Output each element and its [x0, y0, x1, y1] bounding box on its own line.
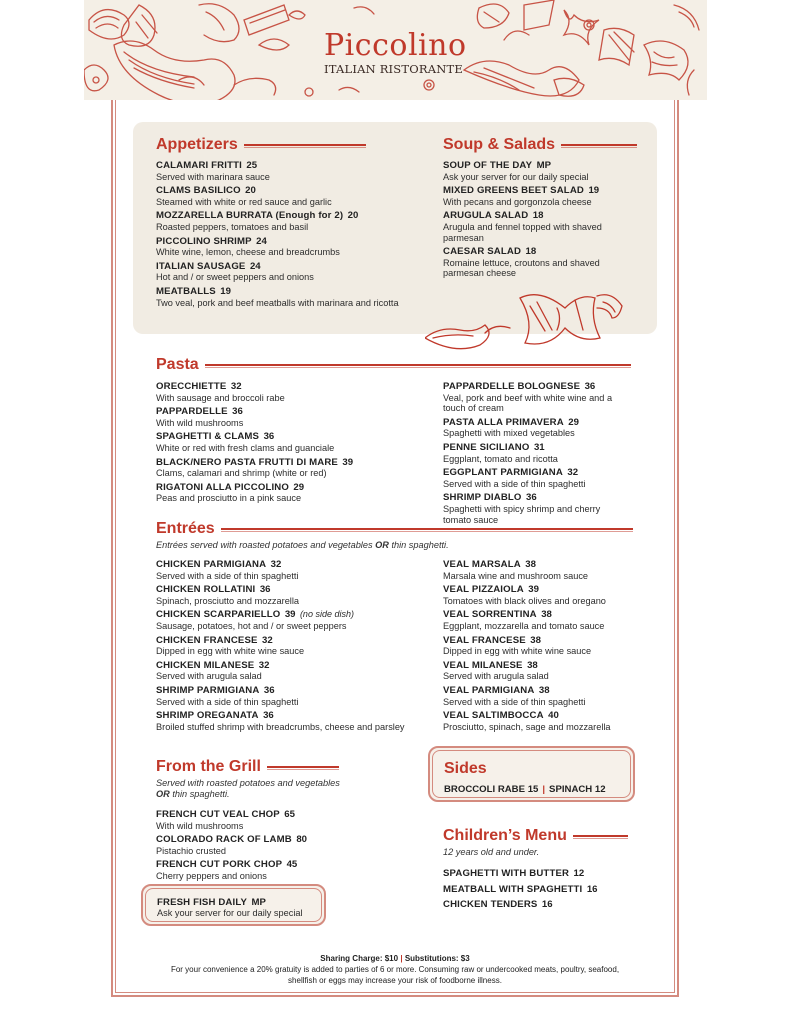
menu-item	[156, 285, 436, 308]
item-description: Served with a side of thin spaghetti	[156, 696, 299, 707]
menu-item	[156, 235, 436, 258]
charges-separator: |	[400, 954, 403, 963]
menu-item	[156, 430, 436, 453]
pasta-list-right	[443, 378, 623, 525]
menu-item	[156, 481, 436, 504]
item-price: 36	[263, 684, 275, 696]
soups-section	[443, 136, 643, 279]
menu-item	[443, 245, 643, 279]
fresh-fish-price: MP	[251, 897, 266, 908]
item-name: FRENCH CUT VEAL CHOP	[156, 809, 280, 820]
item-price: 45	[286, 859, 298, 871]
item-name: EGGPLANT PARMIGIANA	[443, 467, 563, 479]
item-name: CHICKEN ROLLATINI	[156, 584, 256, 596]
item-description: Hot and / or sweet peppers and onions	[156, 272, 314, 283]
disclaimer-line-1: For your convenience a 20% gratuity is added to parties of 6 or more. Consuming raw or undercooked meats, poultry, seafood,	[170, 965, 620, 974]
item-price: 38	[525, 559, 536, 570]
item-price: 16	[586, 883, 598, 895]
item-name: SHRIMP DIABLO	[443, 492, 522, 504]
sides-separator: |	[542, 784, 546, 795]
item-price: 32	[270, 559, 282, 570]
pasta-list-left	[156, 378, 436, 504]
item-name: CAESAR SALAD	[443, 246, 522, 258]
item-name: FRENCH CUT PORK CHOP	[156, 859, 283, 871]
grill-section	[156, 758, 416, 882]
item-name: BLACK/NERO PASTA FRUTTI DI MARE	[156, 456, 338, 468]
item-name: SHRIMP OREGANATA	[156, 710, 259, 722]
menu-item	[443, 898, 643, 911]
menu-item	[443, 209, 643, 243]
menu-item	[156, 456, 436, 479]
menu-item	[156, 608, 426, 631]
menu-item	[156, 684, 426, 707]
item-description: Clams, calamari and shrimp (white or red)	[156, 468, 327, 479]
item-name: SHRIMP PARMIGIANA	[156, 684, 260, 696]
item-price: 24	[249, 260, 261, 272]
item-name: VEAL PIZZAIOLA	[443, 584, 524, 596]
item-description: With wild mushrooms	[156, 417, 244, 428]
item-description: Peas and prosciutto in a pink sauce	[156, 493, 302, 504]
item-name: VEAL SALTIMBOCCA	[443, 710, 544, 722]
item-price: 39	[284, 609, 296, 621]
menu-item	[156, 583, 426, 606]
item-price: 12	[573, 868, 585, 879]
farfalle-illustration	[425, 278, 625, 353]
menu-item	[156, 405, 436, 428]
children-section	[443, 827, 643, 911]
item-description: Eggplant, mozzarella and tomato sauce	[443, 620, 605, 631]
item-description: Served with a side of thin spaghetti	[443, 478, 586, 489]
item-description: Pistachio crusted	[156, 845, 226, 856]
item-price: 29	[568, 416, 579, 428]
item-price: 31	[533, 441, 545, 453]
brand-name: Piccolino	[324, 28, 467, 63]
item-price: 18	[525, 246, 537, 258]
item-description: Veal, pork and beef with white wine and a touch of cream	[443, 392, 613, 414]
item-description: Prosciutto, spinach, sage and mozzarella	[443, 721, 611, 732]
menu-item	[156, 260, 436, 283]
item-price: 19	[588, 185, 600, 197]
fresh-fish-name: FRESH FISH DAILY	[157, 897, 247, 908]
item-name: CHICKEN TENDERS	[443, 899, 538, 911]
item-description: With wild mushrooms	[156, 820, 244, 831]
item-price: 32	[567, 467, 579, 479]
item-name: PASTA ALLA PRIMAVERA	[443, 416, 564, 428]
menu-item	[443, 659, 643, 682]
item-name: MIXED GREENS BEET SALAD	[443, 185, 584, 197]
item-description: With sausage and broccoli rabe	[156, 392, 285, 403]
item-description: Dipped in egg with white wine sauce	[156, 646, 305, 657]
item-description: Served with arugula salad	[443, 671, 549, 682]
item-name: SPAGHETTI WITH BUTTER	[443, 868, 570, 879]
item-name: CALAMARI FRITTI	[156, 160, 242, 171]
pasta-heading: Pasta	[156, 356, 636, 374]
menu-item	[156, 558, 426, 581]
menu-item	[443, 608, 643, 631]
menu-item	[443, 709, 643, 732]
item-name: SOUP OF THE DAY	[443, 160, 533, 171]
item-price: 65	[284, 809, 295, 820]
item-description: Steamed with white or red sauce and garlic	[156, 196, 332, 207]
menu-item	[443, 867, 643, 880]
item-description: Broiled stuffed shrimp with breadcrumbs, cheese and parsley	[156, 721, 405, 732]
item-description: Served with marinara sauce	[156, 171, 270, 182]
item-name: VEAL SORRENTINA	[443, 609, 537, 621]
item-price: 38	[541, 609, 552, 621]
item-name: PAPPARDELLE BOLOGNESE	[443, 381, 581, 392]
item-description: Sausage, potatoes, hot and / or sweet peppers	[156, 620, 347, 631]
menu-item	[156, 209, 436, 232]
sides-items	[444, 784, 606, 795]
brand-subtitle: ITALIAN RISTORANTE	[324, 62, 463, 76]
disclaimer-line-2: shellfish or eggs may increase your risk of foodborne illness.	[288, 976, 502, 985]
item-name: ORECCHIETTE	[156, 381, 227, 392]
item-price: 20	[245, 185, 256, 197]
item-note: (no side dish)	[299, 609, 354, 620]
item-description: Spinach, prosciutto and mozzarella	[156, 595, 299, 606]
item-description: Spaghetti with mixed vegetables	[443, 428, 575, 439]
menu-item	[443, 441, 623, 464]
item-name: CHICKEN PARMIGIANA	[156, 559, 267, 570]
side-spinach: SPINACH 12	[549, 784, 606, 795]
item-name: ITALIAN SAUSAGE	[156, 260, 246, 272]
children-heading: Children’s Menu	[443, 827, 643, 845]
item-description: Eggplant, tomato and ricotta	[443, 453, 558, 464]
item-name: MOZZARELLA BURRATA (Enough for 2)	[156, 210, 344, 222]
sharing-charge: Sharing Charge: $10	[320, 954, 399, 963]
item-description: White or red with fresh clams and guanciale	[156, 442, 335, 453]
item-price: 25	[246, 160, 258, 171]
menu-header	[84, 0, 707, 100]
item-price: 24	[256, 235, 267, 247]
item-price: 39	[528, 584, 539, 596]
grill-heading: From the Grill	[156, 758, 416, 776]
item-price: 20	[347, 210, 359, 222]
item-price: 40	[548, 710, 559, 722]
menu-item	[443, 883, 643, 896]
item-description: Dipped in egg with white wine sauce	[443, 646, 592, 657]
item-name: PENNE SICILIANO	[443, 441, 530, 453]
fresh-fish-box	[141, 884, 326, 926]
menu-item	[443, 634, 643, 657]
item-price: 32	[230, 381, 242, 392]
item-price: 16	[541, 899, 553, 911]
menu-item	[443, 466, 623, 489]
grill-list	[156, 808, 416, 882]
item-description: Tomatoes with black olives and oregano	[443, 595, 606, 606]
item-name: SPAGHETTI & CLAMS	[156, 431, 260, 443]
menu-item	[156, 159, 436, 182]
item-description: Arugula and fennel topped with shaved parmesan	[443, 221, 602, 243]
entrees-section	[156, 520, 636, 551]
menu-item	[443, 416, 623, 439]
menu-item	[156, 833, 416, 856]
menu-item	[443, 184, 643, 207]
item-name: VEAL MARSALA	[443, 559, 521, 570]
item-name: ARUGULA SALAD	[443, 210, 529, 222]
menu-item	[443, 583, 643, 606]
item-price: 32	[258, 659, 270, 671]
item-price: 36	[263, 710, 274, 722]
menu-item	[156, 184, 436, 207]
item-name: CHICKEN FRANCESE	[156, 634, 258, 646]
item-description: Ask your server for our daily special	[443, 171, 589, 182]
item-price: 38	[530, 634, 541, 646]
item-description: Served with a side of thin spaghetti	[443, 696, 586, 707]
substitutions-charge: Substitutions: $3	[404, 954, 470, 963]
menu-item	[156, 380, 436, 403]
charges-line	[120, 953, 670, 964]
item-name: MEATBALLS	[156, 285, 216, 297]
item-name: CHICKEN MILANESE	[156, 659, 255, 671]
item-name: PICCOLINO SHRIMP	[156, 235, 252, 247]
menu-item	[443, 684, 643, 707]
item-description: Roasted peppers, tomatoes and basil	[156, 221, 309, 232]
item-description: Marsala wine and mushroom sauce	[443, 570, 589, 581]
menu-item	[443, 558, 643, 581]
sides-heading: Sides	[444, 760, 487, 777]
menu-item	[156, 659, 426, 682]
appetizers-list	[156, 159, 436, 308]
menu-item	[156, 808, 416, 831]
sides-box	[428, 746, 635, 802]
item-name: CLAMS BASILICO	[156, 185, 241, 197]
item-description: Cherry peppers and onions	[156, 870, 267, 881]
soups-heading: Soup & Salads	[443, 136, 643, 154]
item-name: VEAL PARMIGIANA	[443, 684, 535, 696]
entrees-note: Entrées served with roasted potatoes and vegetables OR thin spaghetti.	[156, 540, 449, 550]
item-price: 29	[293, 481, 305, 493]
item-price: 36	[259, 584, 271, 596]
menu-item	[156, 709, 426, 732]
menu-item	[443, 159, 643, 182]
item-name: PAPPARDELLE	[156, 406, 228, 418]
menu-item	[156, 634, 426, 657]
menu-item	[156, 858, 416, 881]
item-price: 39	[342, 456, 354, 468]
item-price: 32	[262, 634, 273, 646]
appetizers-section	[156, 136, 436, 308]
item-price: 19	[220, 285, 231, 297]
fresh-fish-desc: Ask your server for our daily special	[157, 908, 303, 918]
grill-note: Served with roasted potatoes and vegetables OR thin spaghetti.	[156, 778, 340, 799]
appetizers-heading: Appetizers	[156, 136, 436, 154]
soups-list	[443, 159, 643, 279]
brand-logo	[324, 30, 474, 76]
entrees-heading: Entrées	[156, 520, 636, 538]
entrees-list-right	[443, 556, 643, 732]
item-name: MEATBALL WITH SPAGHETTI	[443, 883, 583, 895]
item-name: VEAL MILANESE	[443, 659, 523, 671]
item-description: With pecans and gorgonzola cheese	[443, 196, 592, 207]
item-price: 80	[296, 834, 307, 846]
item-description: Romaine lettuce, croutons and shaved parmesan cheese	[443, 257, 600, 279]
children-list	[443, 867, 643, 911]
item-description: White wine, lemon, cheese and breadcrumbs	[156, 247, 340, 258]
item-description: Spaghetti with spicy shrimp and cherry tomato sauce	[443, 503, 601, 525]
item-price: 18	[532, 210, 544, 222]
item-price: 38	[527, 659, 538, 671]
menu-item	[443, 380, 623, 414]
item-name: CHICKEN SCARPARIELLO	[156, 609, 281, 621]
item-price: 36	[232, 406, 243, 418]
menu-footer	[120, 953, 670, 986]
item-description: Served with a side of thin spaghetti	[156, 570, 299, 581]
item-price: 36	[584, 381, 596, 392]
side-broccoli-rabe: BROCCOLI RABE 15	[444, 784, 539, 795]
entrees-list-left	[156, 556, 426, 732]
item-name: RIGATONI ALLA PICCOLINO	[156, 481, 289, 493]
item-description: Two veal, pork and beef meatballs with marinara and ricotta	[156, 297, 399, 308]
item-price: 38	[538, 684, 550, 696]
item-price: 36	[525, 492, 537, 504]
pasta-section	[156, 356, 636, 374]
item-price: 36	[263, 431, 275, 443]
item-price: MP	[536, 160, 551, 171]
item-name: VEAL FRANCESE	[443, 634, 526, 646]
item-name: COLORADO RACK OF LAMB	[156, 834, 292, 846]
children-note: 12 years old and under.	[443, 847, 540, 857]
item-description: Served with arugula salad	[156, 671, 262, 682]
